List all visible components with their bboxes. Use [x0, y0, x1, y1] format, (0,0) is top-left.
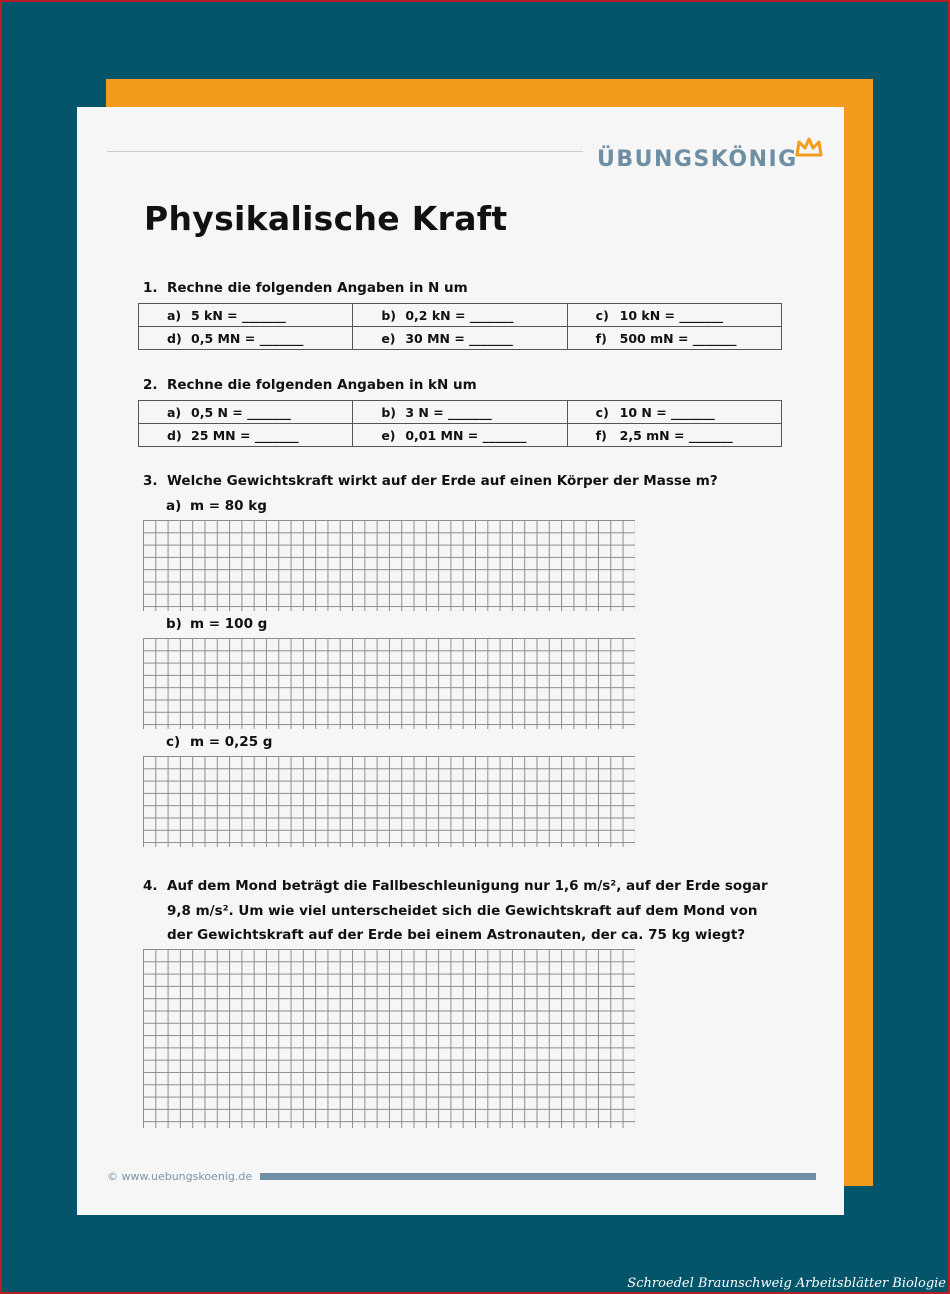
table-cell	[353, 424, 567, 447]
item-label: e)	[381, 330, 396, 346]
item-label: b)	[381, 404, 396, 420]
item-label: c)	[166, 734, 181, 750]
question-3-heading	[143, 473, 718, 489]
table-cell	[353, 304, 567, 327]
item-text: 0,01 MN = _______	[405, 427, 527, 443]
table-row	[139, 401, 782, 424]
question-number: 4.	[143, 878, 158, 894]
table-cell	[139, 401, 353, 424]
table-cell	[353, 401, 567, 424]
item-text: 0,2 kN = _______	[405, 307, 514, 323]
item-label: f)	[595, 427, 607, 443]
item-label: d)	[167, 427, 182, 443]
table-row	[139, 304, 782, 327]
footer-bar	[260, 1173, 816, 1180]
answer-grid-3b[interactable]	[143, 638, 635, 729]
page-title: Physikalische Kraft	[144, 199, 508, 238]
table-cell	[567, 304, 781, 327]
item-text: 3 N = _______	[405, 404, 492, 420]
question-number: 1.	[143, 280, 158, 296]
brand-name: ÜBUNGSKÖNIG	[597, 147, 798, 172]
question-text: Rechne die folgenden Angaben in N um	[167, 280, 468, 296]
item-label: e)	[381, 427, 396, 443]
item-text: 500 mN = _______	[619, 330, 737, 346]
table-cell	[567, 424, 781, 447]
table-cell	[353, 327, 567, 350]
item-label: a)	[167, 404, 182, 420]
question-1-heading	[143, 280, 468, 296]
table-row	[139, 424, 782, 447]
question-3a-label	[166, 498, 267, 514]
brand-logo	[597, 139, 827, 179]
table-cell	[567, 327, 781, 350]
question-1-table	[138, 303, 782, 350]
question-2-table	[138, 400, 782, 447]
item-label: a)	[167, 307, 182, 323]
item-text: 10 N = _______	[619, 404, 715, 420]
answer-grid-3a[interactable]	[143, 520, 635, 611]
question-2-heading	[143, 377, 477, 393]
question-number: 2.	[143, 377, 158, 393]
item-label: b)	[381, 307, 396, 323]
item-label: f)	[595, 330, 607, 346]
question-text: Rechne die folgenden Angaben in kN um	[167, 377, 477, 393]
table-cell	[139, 327, 353, 350]
item-text: m = 80 kg	[190, 498, 267, 514]
item-text: 25 MN = _______	[191, 427, 299, 443]
item-label: a)	[166, 498, 182, 514]
item-text: 30 MN = _______	[405, 330, 513, 346]
item-text: 2,5 mN = _______	[619, 427, 733, 443]
table-cell	[139, 424, 353, 447]
watermark-caption: Schroedel Braunschweig Arbeitsblätter Biologie	[627, 1276, 946, 1291]
item-text: 0,5 MN = _______	[191, 330, 304, 346]
question-4-heading	[143, 874, 803, 948]
question-3c-label	[166, 734, 272, 750]
question-text: Auf dem Mond beträgt die Fallbeschleunigung nur 1,6 m/s², auf der Erde sogar 9,8 m/s². Um wie viel unterscheidet sich die Gewichtskraft auf dem Mond von der Gewichtskraft auf der Erde bei einem Astronauten, der ca. 75 kg wiegt?	[167, 878, 768, 943]
item-text: 5 kN = _______	[191, 307, 286, 323]
footer-url: © www.uebungskoenig.de	[107, 1170, 253, 1183]
table-row	[139, 327, 782, 350]
answer-grid-3c[interactable]	[143, 756, 635, 847]
item-text: m = 100 g	[190, 616, 268, 632]
question-text: Welche Gewichtskraft wirkt auf der Erde auf einen Körper der Masse m?	[167, 473, 718, 489]
header-rule	[107, 151, 583, 152]
item-text: m = 0,25 g	[190, 734, 273, 750]
item-label: c)	[595, 404, 609, 420]
worksheet-page	[77, 107, 844, 1215]
question-number: 3.	[143, 473, 158, 489]
answer-grid-4[interactable]	[143, 949, 635, 1128]
item-text: 0,5 N = _______	[191, 404, 291, 420]
item-text: 10 kN = _______	[619, 307, 724, 323]
question-3b-label	[166, 616, 267, 632]
item-label: b)	[166, 616, 182, 632]
table-cell	[567, 401, 781, 424]
item-label: c)	[595, 307, 609, 323]
item-label: d)	[167, 330, 182, 346]
table-cell	[139, 304, 353, 327]
crown-icon	[795, 137, 823, 157]
